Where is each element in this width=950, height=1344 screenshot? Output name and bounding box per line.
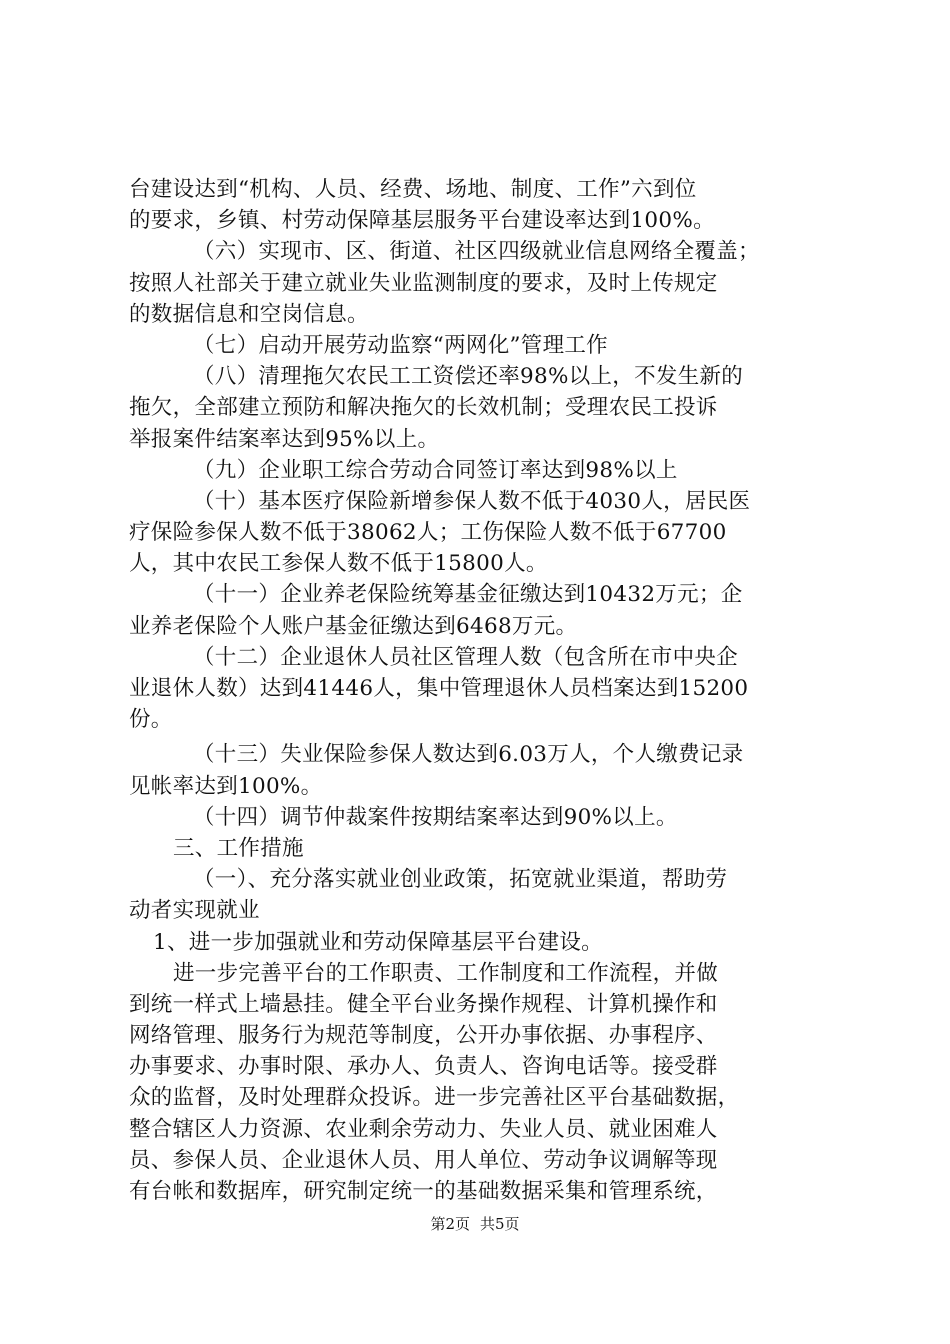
- text-line: 业退休人数）达到41446人，集中管理退休人员档案达到15200: [129, 676, 749, 701]
- text-line: 进一步完善平台的工作职责、工作制度和工作流程，并做: [173, 960, 719, 986]
- text-line: 办事要求、办事时限、承办人、负责人、咨询电话等。接受群: [129, 1054, 718, 1080]
- text-line: 见帐率达到100%。: [129, 773, 323, 799]
- text-line: （十四）调节仲裁案件按期结案率达到90%以上。: [193, 804, 678, 830]
- page-total: 共5页: [480, 1215, 520, 1233]
- text-line: 的要求，乡镇、村劳动保障基层服务平台建设率达到100%。: [129, 208, 715, 234]
- text-line: 有台帐和数据库，研究制定统一的基础数据采集和管理系统，: [129, 1179, 718, 1204]
- text-line: （八）清理拖欠农民工工资偿还率98%以上，不发生新的: [193, 364, 744, 390]
- text-line: 人，其中农民工参保人数不低于15800人。: [129, 551, 548, 577]
- text-line: （十三）失业保险参保人数达到6.03万人，个人缴费记录: [193, 742, 744, 768]
- text-line: 整合辖区人力资源、农业剩余劳动力、失业人员、就业困难人: [129, 1116, 718, 1142]
- page-footer: [0, 1214, 950, 1234]
- text-line: 员、参保人员、企业退休人员、用人单位、劳动争议调解等现: [129, 1147, 718, 1173]
- text-line: （十二）企业退休人员社区管理人数（包含所在市中央企: [193, 644, 739, 670]
- document-body: [129, 174, 829, 1207]
- text-line: 的数据信息和空岗信息。: [129, 301, 369, 327]
- text-line: 动者实现就业: [129, 898, 260, 924]
- text-line: 台建设达到“机构、人员、经费、场地、制度、工作”六到位: [129, 177, 697, 202]
- page-number: 第2页: [430, 1215, 470, 1233]
- text-line: 拖欠，全部建立预防和解决拖欠的长效机制；受理农民工投诉: [129, 395, 718, 421]
- text-line: 众的监督，及时处理群众投诉。进一步完善社区平台基础数据，: [129, 1085, 740, 1111]
- text-line: 举报案件结案率达到95%以上。: [129, 426, 440, 452]
- subsection-heading: 1、进一步加强就业和劳动保障基层平台建设。: [153, 929, 603, 955]
- text-line: （十一）企业养老保险统筹基金征缴达到10432万元；企: [193, 582, 743, 608]
- text-line: （十）基本医疗保险新增参保人数不低于4030人，居民医: [193, 488, 751, 514]
- section-heading: 三、工作措施: [173, 835, 304, 861]
- text-line: 业养老保险个人账户基金征缴达到6468万元。: [129, 613, 578, 639]
- text-line: （九）企业职工综合劳动合同签订率达到98%以上: [193, 457, 678, 483]
- text-line: 份。: [129, 707, 173, 733]
- text-line: 疗保险参保人数不低于38062人；工伤保险人数不低于67700: [129, 520, 727, 546]
- text-line: 网络管理、服务行为规范等制度，公开办事依据、办事程序、: [129, 1023, 718, 1049]
- text-line: （七）启动开展劳动监察“两网化”管理工作: [193, 332, 608, 358]
- text-line: 按照人社部关于建立就业失业监测制度的要求，及时上传规定: [129, 270, 718, 296]
- text-line: 到统一样式上墙悬挂。健全平台业务操作规程、计算机操作和: [129, 991, 718, 1017]
- text-line: （一）、充分落实就业创业政策，拓宽就业渠道，帮助劳: [193, 867, 728, 893]
- text-line: （六）实现市、区、街道、社区四级就业信息网络全覆盖；: [193, 239, 760, 265]
